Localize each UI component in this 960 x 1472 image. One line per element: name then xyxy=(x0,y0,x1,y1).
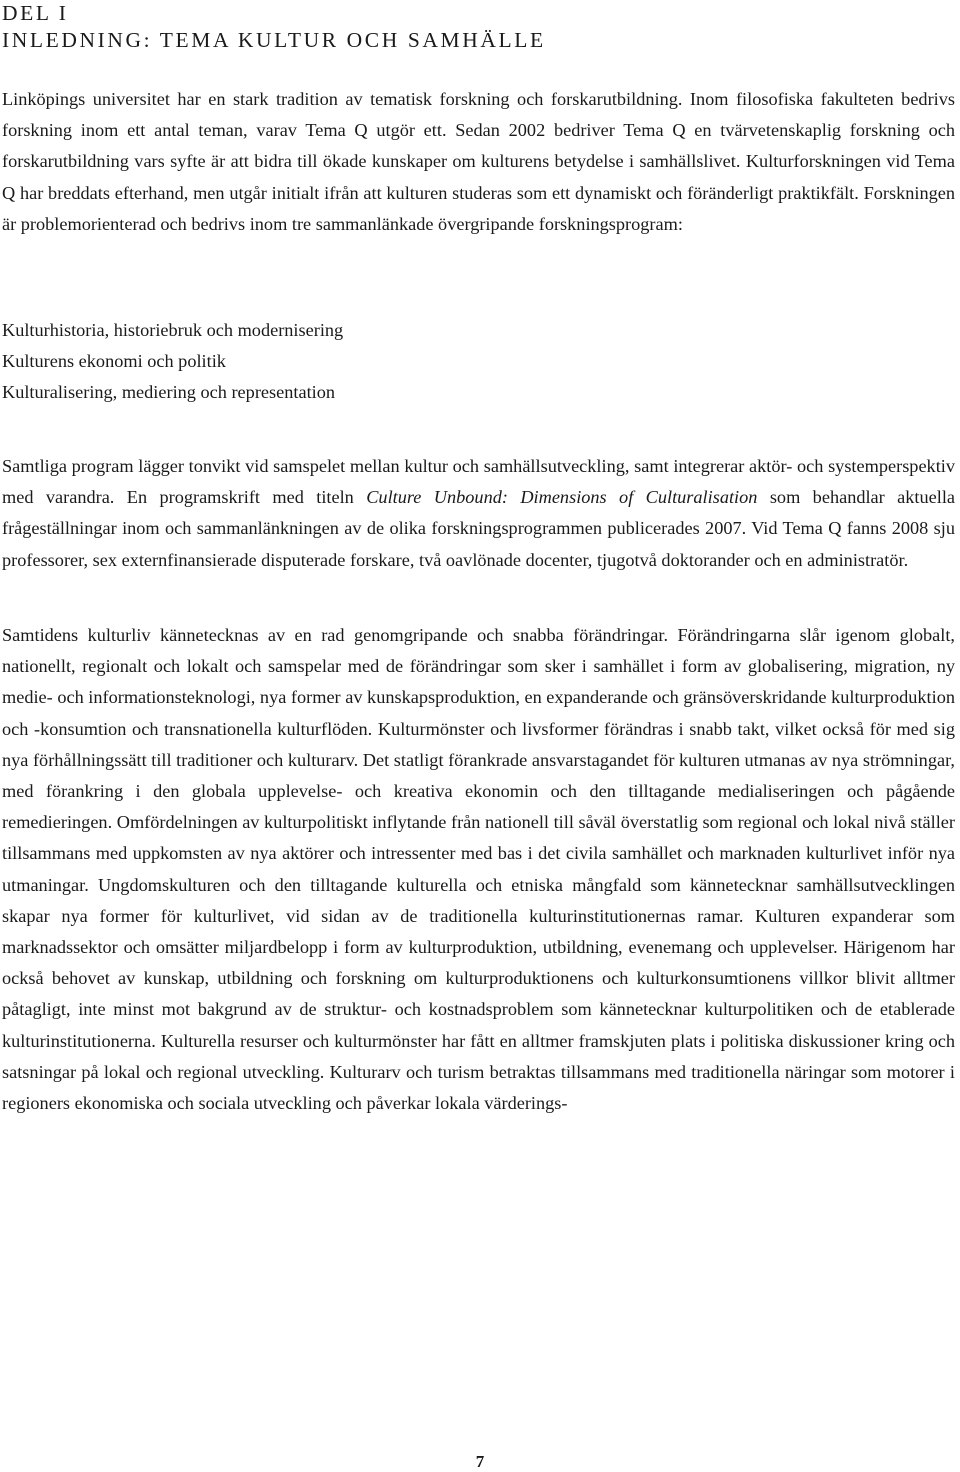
programs-paragraph-text-start: Samtliga program lägger tonvikt vid samspelet mellan kultur och samhällsutveckling, samt integrerar aktör- och systemperspektiv med varandra. En programskrift med titeln xyxy=(2,456,955,508)
part-label: DEL I xyxy=(2,1,69,25)
chapter-title: INLEDNING: TEMA KULTUR OCH SAMHÄLLE xyxy=(2,28,546,52)
programs-paragraph xyxy=(2,451,955,576)
research-program-item: Kulturhistoria, historiebruk och modernisering xyxy=(2,320,344,340)
page-number: 7 xyxy=(475,1452,485,1471)
programs-paragraph-text-end: som behandlar aktuella frågeställningar inom och sammanlänkningen av de olika forskningsprogrammen publicerades 2007. Vid Tema Q fanns 2008 sju professorer, sex externfinansierade disputerade forskare, två oavlönade docenter, tjugotvå doktorander och en administratör. xyxy=(2,487,956,570)
chapter-heading xyxy=(2,0,546,54)
research-program-list xyxy=(2,315,343,409)
research-program-item: Kulturens ekonomi och politik xyxy=(2,351,226,372)
culture-change-paragraph: Samtidens kulturliv kännetecknas av en rad genomgripande och snabba förändringar. Förändringarna slår igenom globalt, nationellt, regionalt och lokalt och samspelar med de förändringar som sker i samhället i form av globalisering, migration, ny medie- och informationsteknologi, nya former av kunskapsproduktion, en expanderande och gränsöverskridande kulturproduktion och -konsumtion och transnationella kulturflöden. Kulturmönster och livsformer förändras i snabb takt, vilket också för med sig nya förhållningssätt till traditioner och kulturarv. Det statligt förankrade ansvarstagandet för kulturen utmanas av nya strömningar, med förankring i den globala upplevelse- och kreativa ekonomin och den tilltagande medialiseringen och pågående remedieringen. Omfördelningen av kulturpolitiskt inflytande från nationell till såväl överstatlig som regional och lokal nivå ställer tillsammans med uppkomsten av nya aktörer och intressenter med bas i det civila samhället och marknaden kulturlivet inför nya utmaningar. Ungdomskulturen och den tilltagande kulturella och etniska mångfald som kännetecknar samhällsutvecklingen skapar nya former för kulturlivet, vid sidan av de traditionella kulturinstitutionernas ramar. Kulturen expanderar som marknadssektor och omsätter miljardbelopp i form av kulturproduktion, utbildning, evenemang och upplevelser. Härigenom har också behovet av kunskap, utbildning och forskning om kulturproduktionens och kulturkonsumtionens villkor blivit alltmer påtagligt, inte minst mot bakgrund av de struktur- och kostnadsproblem som kännetecknar kulturpolitiken och de etablerade kulturinstitutionerna. Kulturella resurser och kulturmönster har fått en alltmer framskjuten plats i politiska diskussioner kring och satsningar på lokal och regional utveckling. Kulturarv och turism betraktas tillsammans med traditionella näringar som motorer i regioners ekonomiska och sociala utveckling och påverkar lokala värderings- xyxy=(2,625,955,1114)
intro-paragraph: Linköpings universitet har en stark tradition av tematisk forskning och forskarutbildning. Inom filosofiska fakulteten bedrivs forskning inom ett antal teman, varav Tema Q utgör ett. Sedan 2002 bedriver Tema Q en tvärvetenskaplig forskning och forskarutbildning vars syfte är att bidra till ökade kunskaper om kulturens betydelse i samhällslivet. Kulturforskningen vid Tema Q har breddats efterhand, men utgår initialt ifrån att kulturen studeras som ett dynamiskt och föränderligt praktikfält. Forskningen är problemorienterad och bedrivs inom tre sammanlänkade övergripande forskningsprogram: xyxy=(2,89,955,234)
research-program-item: Kulturalisering, mediering och representation xyxy=(2,382,336,403)
publication-title: Culture Unbound: Dimensions of Culturalisation xyxy=(366,487,758,508)
